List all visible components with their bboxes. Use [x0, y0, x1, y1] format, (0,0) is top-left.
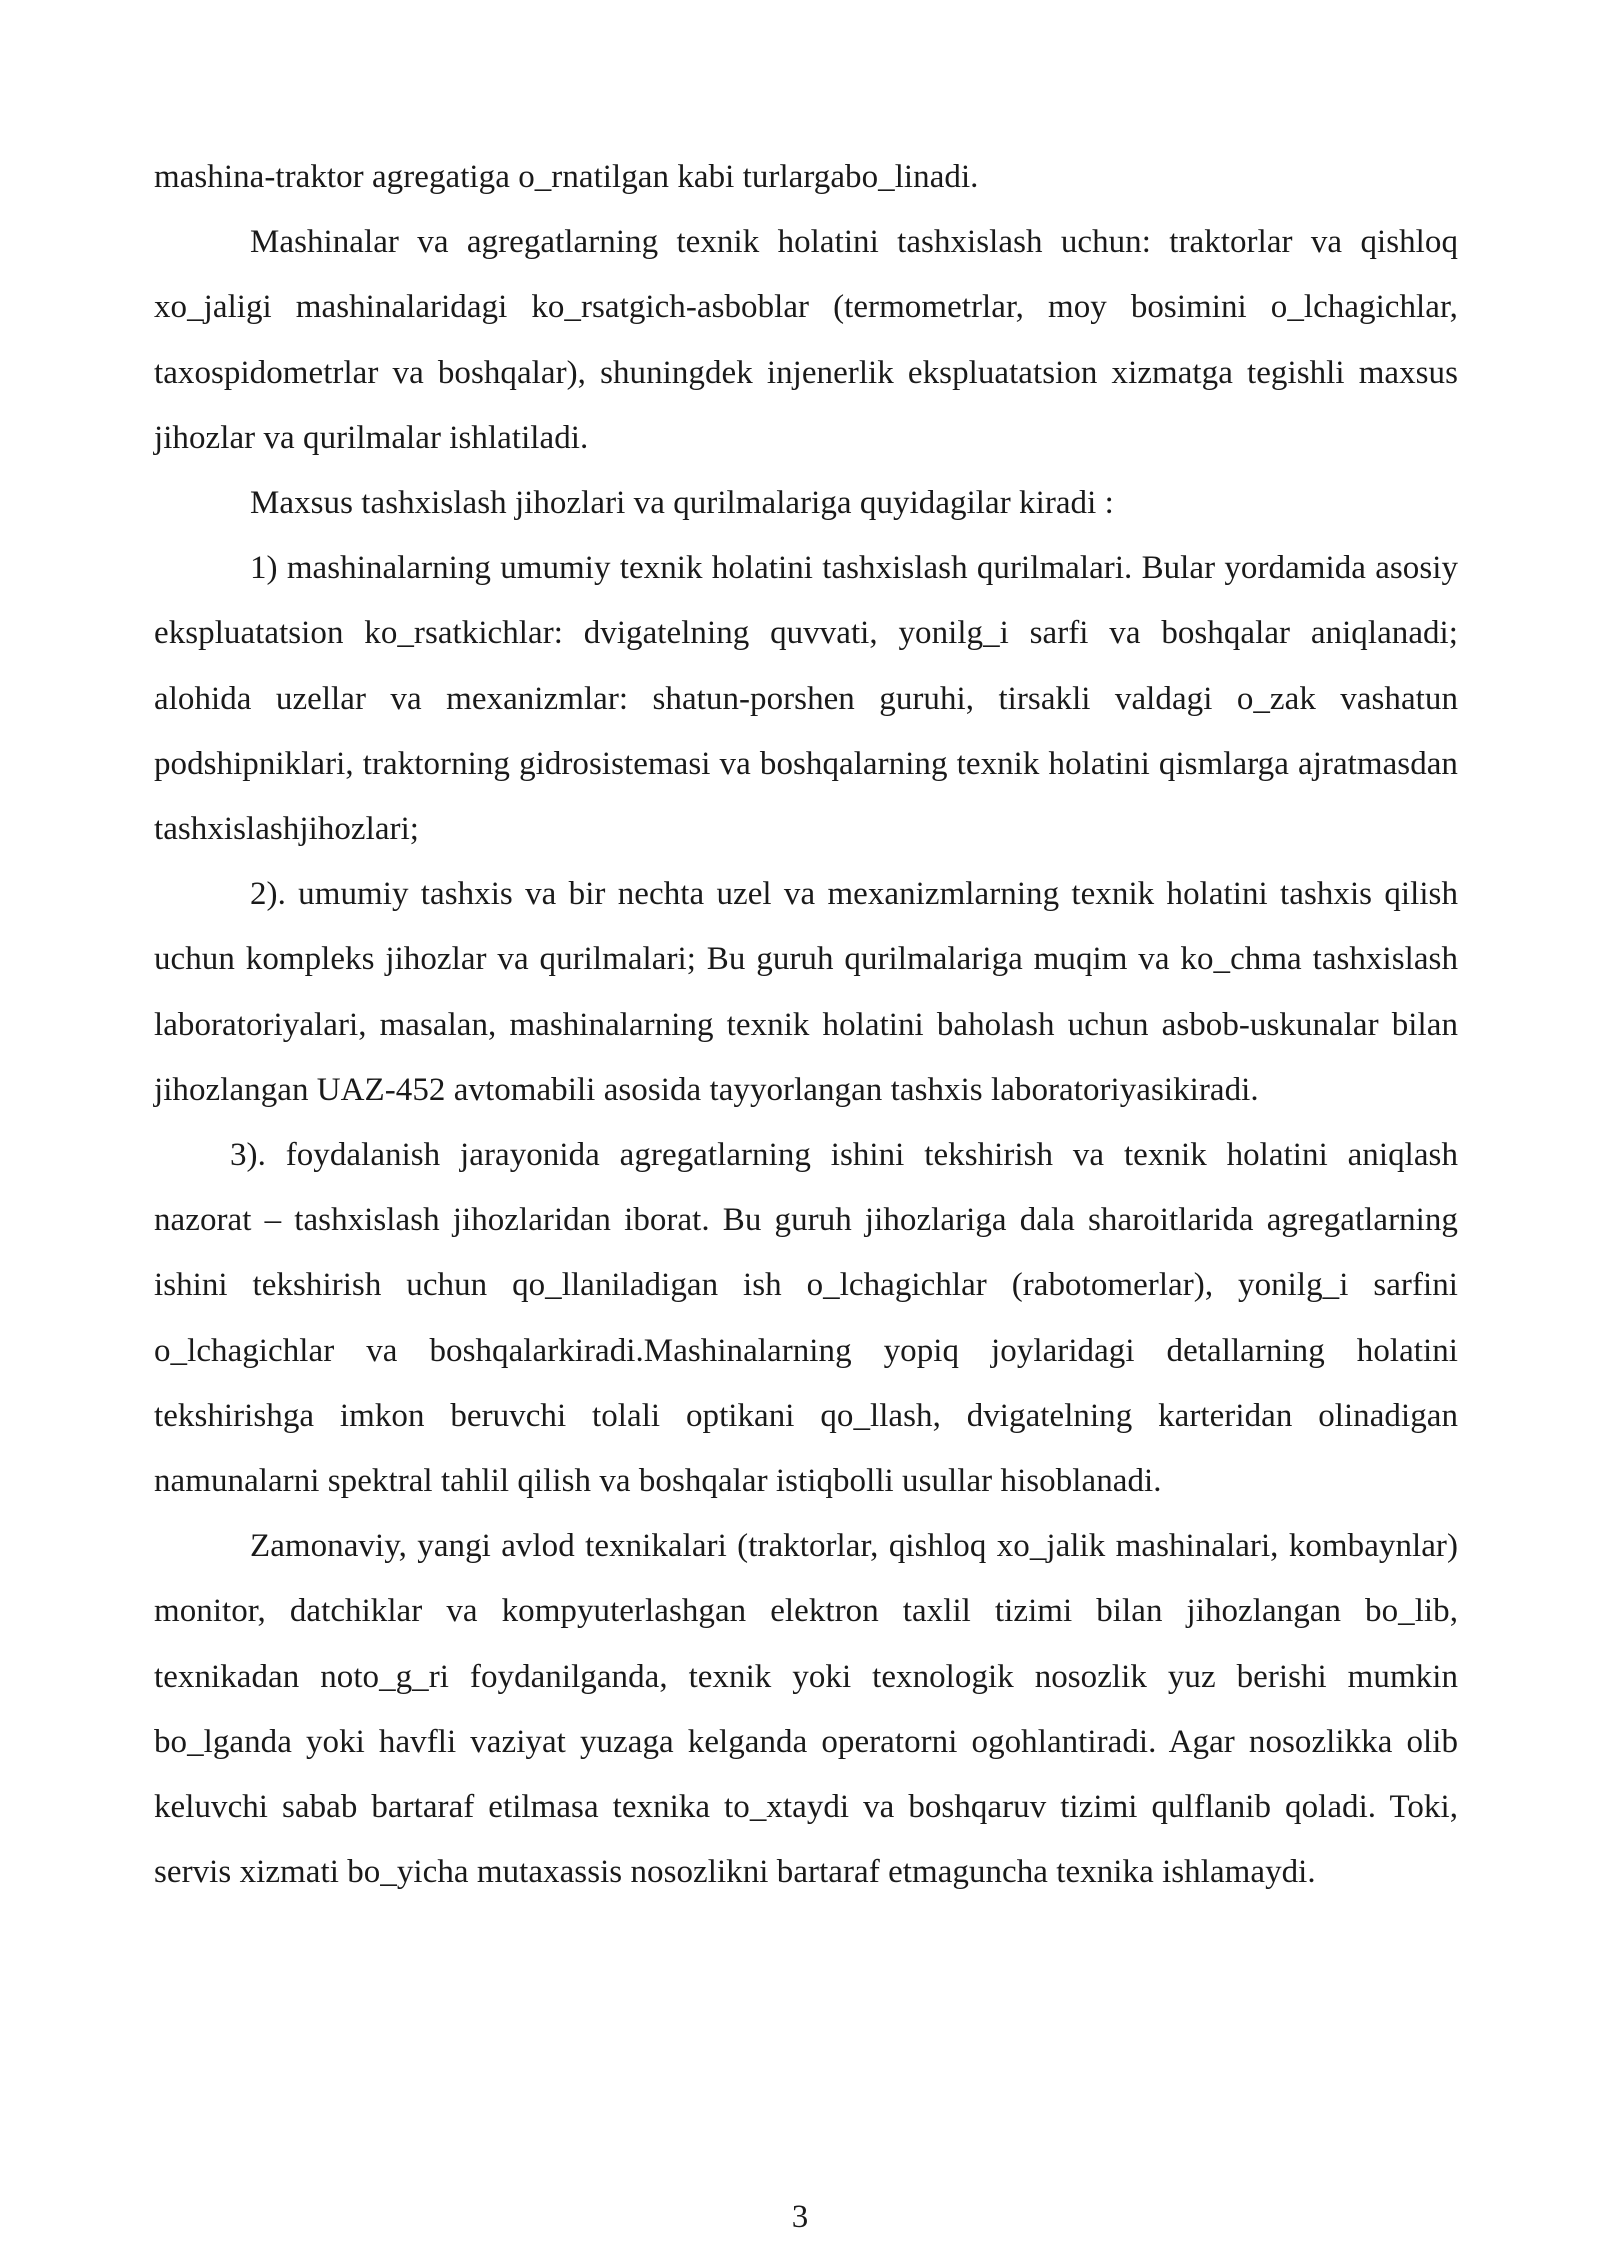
list-item-3: 3). foydalanish jarayonida agregatlarning ishini tekshirish va texnik holatini aniqlash nazorat – tashxislash jihozlaridan iborat. Bu guruh jihozlariga dala sharoitlarida agregatlarning ishini tekshirish uchun qo_llaniladigan ish o_lchagichlar (rabotomerlar), yonilg_i sarfini o_lchagichlar va boshqalarkiradi.Mashinalarning yopiq joylaridagi detallarning holatini tekshirishga imkon beruvchi tolali optikani qo_llash, dvigatelning karteridan olinadigan namunalarni spektral tahlil qilish va boshqalar istiqbolli usullar hisoblanadi. — [154, 1137, 1458, 1500]
page-number: 3 — [791, 2199, 809, 2235]
list-item-1: 1) mashinalarning umumiy texnik holatini tashxislash qurilmalari. Bular yordamida asosiy ekspluatatsion ko_rsatkichlar: dvigatelning quvvati, yonilg_i sarfi va boshqalar aniqlanadi; alohida uzellar va mexanizmlar: shatun-porshen guruhi, tirsakli valdagi o_zak vashatun podshipniklari, traktorning gidrosistemasi va boshqalarning texnik holatini qismlarga ajratmasdan tashxislashjihozlari; — [154, 550, 1458, 848]
paragraph-diagnostic-tools: Mashinalar va agregatlarning texnik holatini tashxislash uchun: traktorlar va qishloq xo_jaligi mashinalaridagi ko_rsatgich-asboblar (termometrlar, moy bosimini o_lchagichlar, taxospidometrlar va boshqalar), shuningdek injenerlik ekspluatatsion xizmatga tegishli maxsus jihozlar va qurilmalar ishlatiladi. — [154, 224, 1458, 456]
paragraph-special-equipment-intro: Maxsus tashxislash jihozlari va qurilmalariga quyidagilar kiradi : — [250, 485, 1114, 522]
list-item-2: 2). umumiy tashxis va bir nechta uzel va mexanizmlarning texnik holatini tashxis qilish uchun kompleks jihozlar va qurilmalari; Bu guruh qurilmalariga muqim va ko_chma tashxislash laboratoriyalari, masalan, mashinalarning texnik holatini baholash uchun asbob-uskunalar bilan jihozlangan UAZ-452 avtomabili asosida tayyorlangan tashxis laboratoriyasikiradi. — [154, 876, 1458, 1108]
paragraph-continuation: mashina-traktor agregatiga o_rnatilgan kabi turlargabo_linadi. — [154, 159, 979, 195]
page-body — [154, 145, 1458, 1905]
paragraph-modern-machinery: Zamonaviy, yangi avlod texnikalari (traktorlar, qishloq xo_jalik mashinalari, kombaynlar) monitor, datchiklar va kompyuterlashgan elektron taxlil tizimi bilan jihozlangan bo_lib, texnikadan noto_g_ri foydanilganda, texnik yoki texnologik nosozlik yuz berishi mumkin bo_lganda yoki havfli vaziyat yuzaga kelganda operatorni ogohlantiradi. Agar nosozlikka olib keluvchi sabab bartaraf etilmasa texnika to_xtaydi va boshqaruv tizimi qulflanib qoladi. Toki, servis xizmati bo_yicha mutaxassis nosozlikni bartaraf etmaguncha texnika ishlamaydi. — [154, 1528, 1458, 1891]
